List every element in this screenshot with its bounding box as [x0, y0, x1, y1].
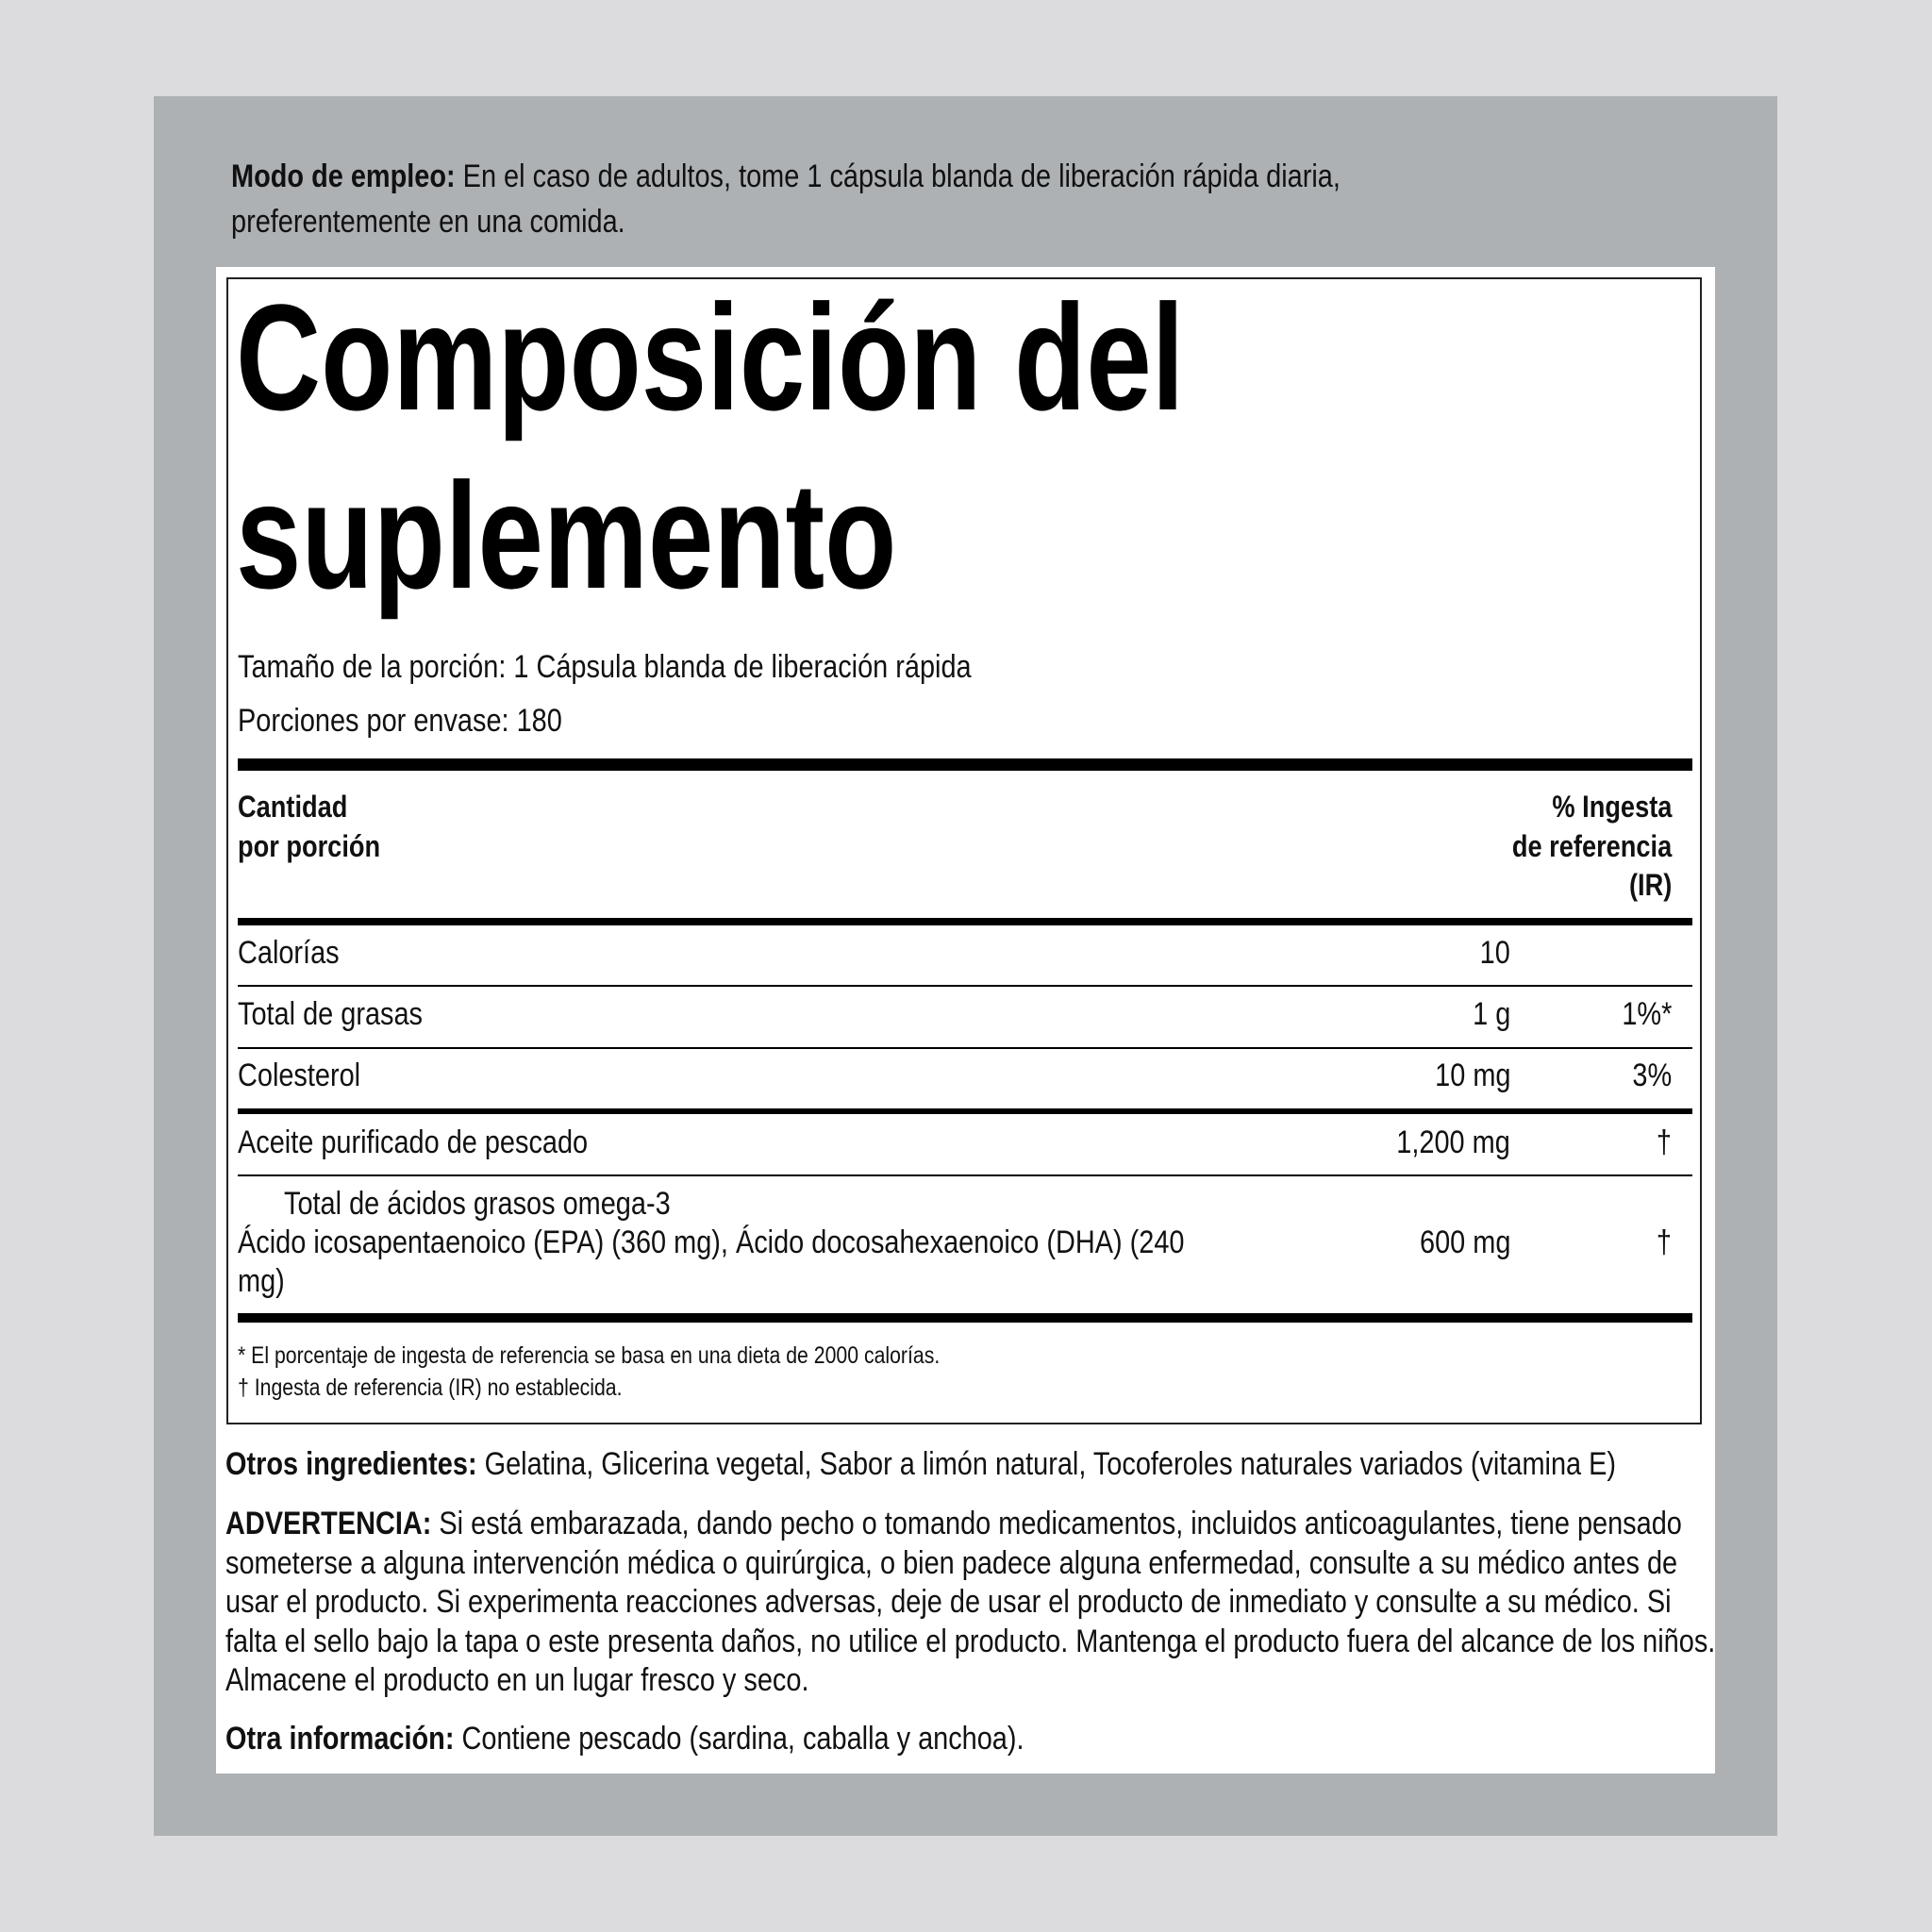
other-ingredients: [225, 1445, 1725, 1485]
row-amount: 1,200 mg: [1396, 1124, 1510, 1160]
row-name: Aceite purificado de pescado: [238, 1124, 589, 1160]
row-name: Calorías: [238, 935, 340, 971]
row-ri: 1%*: [1621, 996, 1672, 1032]
row-name: Total de grasas: [238, 996, 424, 1032]
row-ri: 3%: [1632, 1058, 1672, 1093]
header-ri-1: % Ingesta: [1552, 790, 1672, 824]
directions-line2: preferentemente en una comida.: [231, 204, 625, 240]
other-info-label: Otra información:: [225, 1721, 455, 1757]
other-info-text: Contiene pescado (sardina, caballa y anchoa).: [461, 1721, 1024, 1757]
row-amount: 10: [1479, 935, 1510, 971]
header-amount-1: Cantidad: [238, 790, 348, 824]
thick-divider: [238, 758, 1692, 771]
directions-line1: [231, 158, 1341, 195]
directions-label: Modo de empleo:: [231, 158, 456, 194]
row-ri: †: [1656, 1224, 1672, 1260]
header-ri-2: de referencia: [1511, 829, 1672, 863]
other-ingredients-text: Gelatina, Glicerina vegetal, Sabor a limón natural, Tocoferoles naturales variados (vitamina E): [484, 1446, 1617, 1482]
warning: [225, 1505, 1725, 1701]
bottom-divider: [238, 1313, 1692, 1323]
header-amount-2: por porción: [238, 829, 381, 863]
row-name: Colesterol: [238, 1058, 361, 1093]
header-divider: [238, 918, 1692, 925]
footnote-dagger: † Ingesta de referencia (IR) no establecida.: [238, 1374, 623, 1401]
servings-per-container: Porciones por envase: 180: [238, 703, 562, 739]
row-divider: [238, 1174, 1692, 1176]
row-amount: 600 mg: [1419, 1224, 1510, 1260]
row-divider-thick: [238, 1108, 1692, 1114]
row-divider: [238, 1047, 1692, 1049]
facts-title-line2: suplemento: [236, 451, 897, 620]
row-name: Total de ácidos grasos omega-3: [284, 1186, 671, 1222]
row-sub-line1: Ácido icosapentaenoico (EPA) (360 mg), Ácido docosahexaenoico (DHA) (240: [238, 1224, 1185, 1260]
row-divider: [238, 985, 1692, 987]
other-ingredients-label: Otros ingredientes:: [225, 1446, 477, 1482]
facts-title-line1: Composición del: [236, 273, 1185, 441]
directions-text: En el caso de adultos, tome 1 cápsula blanda de liberación rápida diaria,: [462, 158, 1341, 194]
header-ri-3: (IR): [1628, 868, 1672, 902]
row-amount: 10 mg: [1434, 1058, 1510, 1093]
warning-text: Si está embarazada, dando pecho o tomando medicamentos, incluidos anticoagulantes, tiene pensado someterse a alguna intervención médica o quirúrgica, o bien padece alguna enfermedad, consulte a su médico antes de usar el producto. Si experimenta reacciones adversas, deje de usar el producto de inmediato y consulte a su médico. Si falta el sello bajo la tapa o este presenta daños, no utilice el producto. Mantenga el producto fuera del alcance de los niños. Almacene el producto en un lugar fresco y seco.: [225, 1506, 1716, 1698]
row-sub-line2: mg): [238, 1263, 285, 1299]
row-ri: †: [1656, 1124, 1672, 1160]
warning-label: ADVERTENCIA:: [225, 1506, 432, 1541]
row-amount: 1 g: [1472, 996, 1510, 1032]
footnote-percent: * El porcentaje de ingesta de referencia se basa en una dieta de 2000 calorías.: [238, 1342, 941, 1369]
serving-size: Tamaño de la porción: 1 Cápsula blanda de liberación rápida: [238, 649, 972, 685]
other-info: [225, 1720, 1725, 1759]
